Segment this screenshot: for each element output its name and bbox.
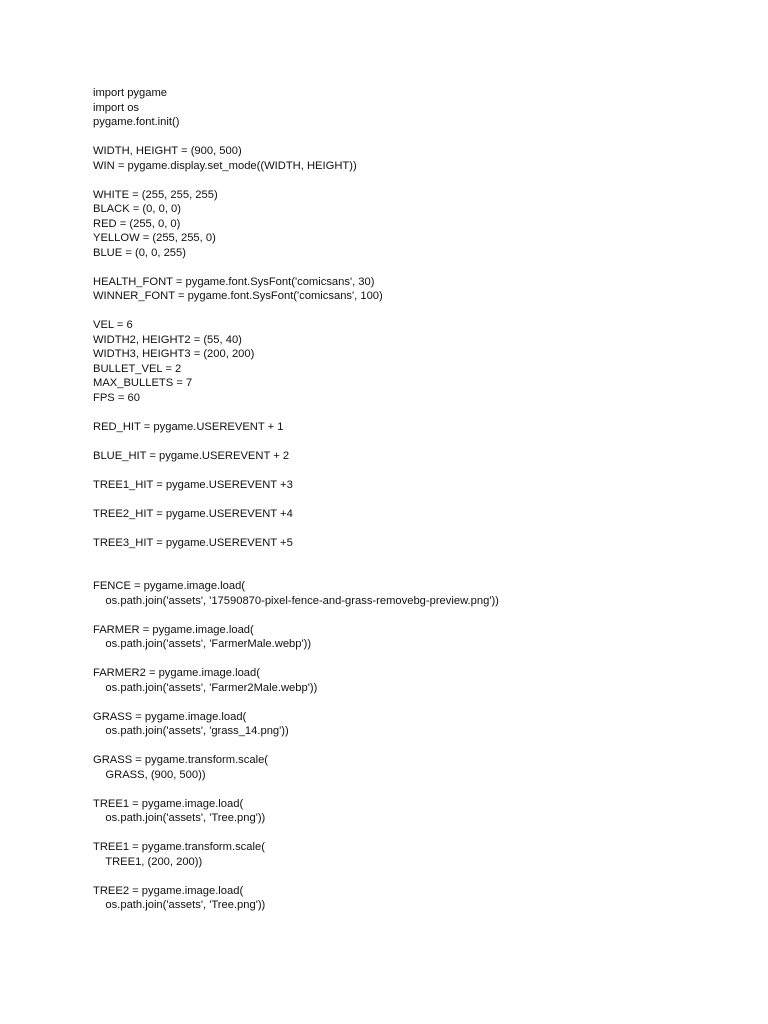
code-line [93, 463, 753, 478]
code-line [93, 565, 753, 580]
code-line: BLUE_HIT = pygame.USEREVENT + 2 [93, 449, 290, 462]
code-line [93, 434, 753, 449]
code-line: VEL = 6 [93, 319, 133, 331]
code-line: GRASS = pygame.transform.scale( [93, 754, 269, 766]
code-line: TREE2 = pygame.image.load( [93, 884, 244, 897]
code-line: GRASS = pygame.image.load( [93, 710, 247, 723]
code-line: RED = (255, 0, 0) [93, 217, 181, 230]
code-line: TREE1, (200, 200)) [93, 855, 203, 868]
code-line: RED_HIT = pygame.USEREVENT + 1 [93, 420, 284, 433]
code-line [93, 739, 753, 754]
code-line [93, 826, 753, 841]
code-line: BLUE = (0, 0, 255) [93, 246, 186, 259]
code-line: os.path.join('assets', '17590870-pixel-fence-and-grass-removebg-preview.png')) [93, 594, 499, 607]
code-line: BULLET_VEL = 2 [93, 362, 182, 375]
code-line: GRASS, (900, 500)) [93, 768, 206, 781]
code-line: WIDTH3, HEIGHT3 = (200, 200) [93, 348, 255, 360]
code-line [93, 652, 753, 667]
code-line [93, 608, 753, 623]
code-line: WIDTH, HEIGHT = (900, 500) [93, 145, 242, 157]
code-line: HEALTH_FONT = pygame.font.SysFont('comicsans', 30) [93, 275, 375, 288]
code-line: os.path.join('assets', 'Tree.png')) [93, 899, 266, 911]
code-line: os.path.join('assets', 'grass_14.png')) [93, 725, 289, 737]
code-line [93, 521, 753, 536]
code-line: YELLOW = (255, 255, 0) [93, 232, 216, 244]
code-line: TREE3_HIT = pygame.USEREVENT +5 [93, 536, 293, 549]
code-line: WIDTH2, HEIGHT2 = (55, 40) [93, 333, 242, 346]
code-line: TREE1 = pygame.image.load( [93, 797, 244, 810]
code-line [93, 260, 753, 275]
code-line: os.path.join('assets', 'Farmer2Male.webp')) [93, 681, 318, 694]
code-line: TREE2_HIT = pygame.USEREVENT +4 [93, 507, 293, 520]
code-line [93, 695, 753, 710]
code-line: import pygame [93, 87, 167, 99]
code-line [93, 869, 753, 884]
code-line: WIN = pygame.display.set_mode((WIDTH, HEIGHT)) [93, 159, 357, 172]
code-line [93, 405, 753, 420]
code-line [93, 550, 753, 565]
code-line: import os [93, 101, 140, 114]
code-line: BLACK = (0, 0, 0) [93, 203, 181, 215]
code-line: pygame.font.init() [93, 116, 180, 128]
code-line [93, 304, 753, 319]
code-line: WINNER_FONT = pygame.font.SysFont('comicsans', 100) [93, 290, 383, 302]
code-line: FARMER2 = pygame.image.load( [93, 667, 260, 679]
code-line: os.path.join('assets', 'Tree.png')) [93, 812, 266, 824]
code-line [93, 782, 753, 797]
code-line: os.path.join('assets', 'FarmerMale.webp')) [93, 638, 312, 650]
code-line [93, 173, 753, 188]
code-line: FENCE = pygame.image.load( [93, 580, 246, 592]
code-line: WHITE = (255, 255, 255) [93, 188, 218, 201]
code-listing [93, 86, 753, 913]
code-line [93, 492, 753, 507]
code-line: MAX_BULLETS = 7 [93, 377, 193, 389]
code-line: TREE1 = pygame.transform.scale( [93, 841, 265, 853]
code-line [93, 130, 753, 145]
code-line: TREE1_HIT = pygame.USEREVENT +3 [93, 478, 293, 491]
code-line: FPS = 60 [93, 391, 140, 404]
code-line: FARMER = pygame.image.load( [93, 623, 254, 636]
